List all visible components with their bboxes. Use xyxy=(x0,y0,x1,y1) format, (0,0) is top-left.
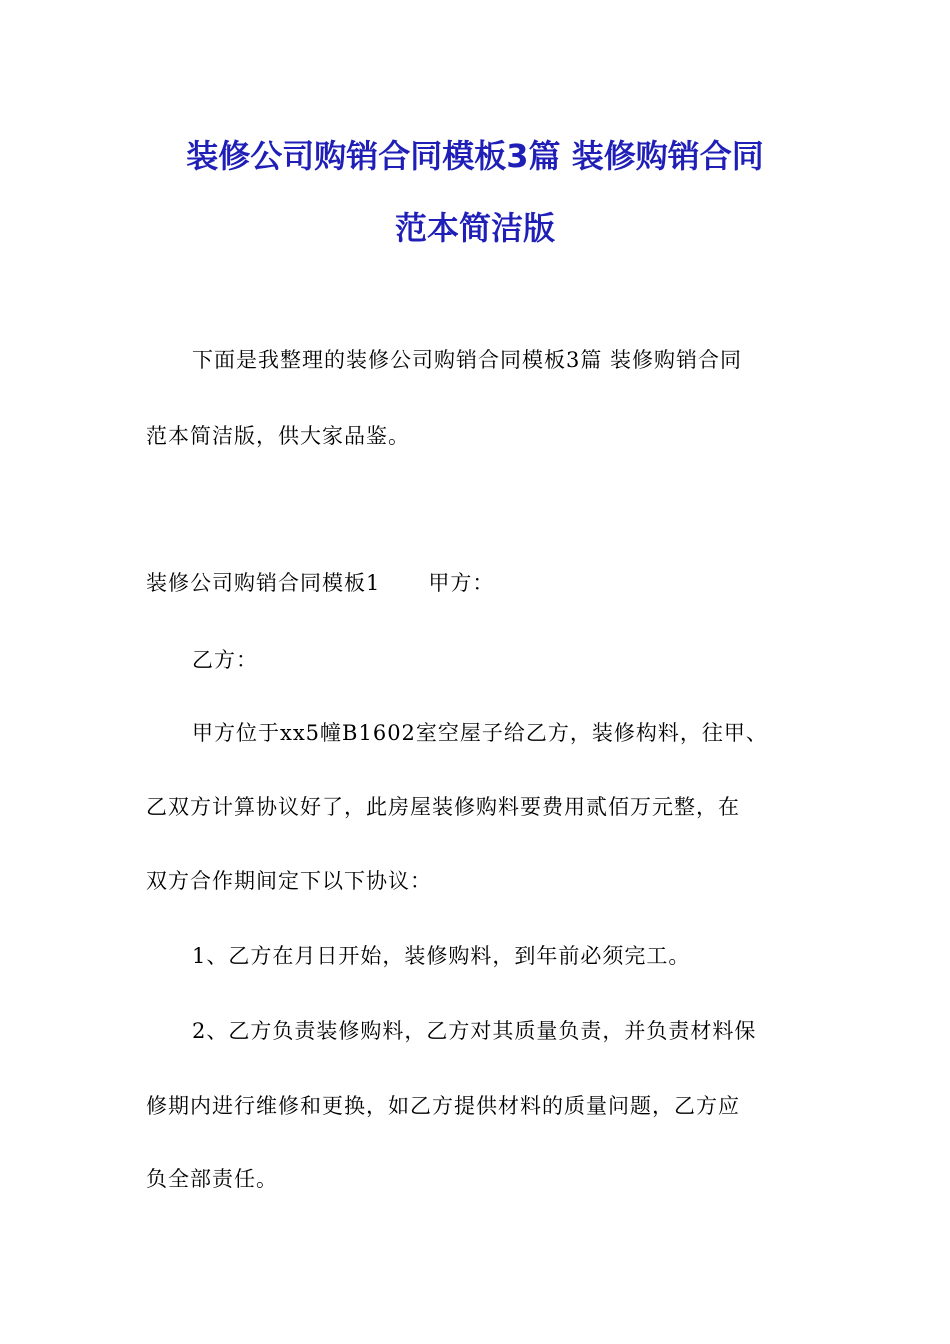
contract-heading-row xyxy=(146,568,494,598)
intro-line-2: 范本简洁版，供大家品鉴。 xyxy=(146,424,410,448)
paragraph-1-line-2: 乙双方计算协议好了，此房屋装修购料要费用贰佰万元整，在 xyxy=(146,795,740,819)
clause-2-line-3: 负全部责任。 xyxy=(146,1167,278,1191)
document-title-line-1: 装修公司购销合同模板3篇 装修购销合同 xyxy=(186,137,764,175)
contract-heading: 装修公司购销合同模板1 xyxy=(146,571,381,595)
clause-1: 1、乙方在月日开始，装修购料，到年前必须完工。 xyxy=(192,944,691,968)
clause-2-line-1: 2、乙方负责装修购料，乙方对其质量负责，并负责材料保 xyxy=(192,1019,757,1043)
intro-line-1: 下面是我整理的装修公司购销合同模板3篇 装修购销合同 xyxy=(192,348,743,372)
paragraph-1-line-3: 双方合作期间定下以下协议： xyxy=(146,869,432,893)
party-b-label: 乙方： xyxy=(192,648,258,672)
paragraph-1-line-1: 甲方位于xx5幢B1602室空屋子给乙方，装修构料，往甲、 xyxy=(192,721,768,745)
document-title-line-2: 范本简洁版 xyxy=(394,209,555,247)
party-a-label: 甲方： xyxy=(428,571,495,595)
clause-2-line-2: 修期内进行维修和更换，如乙方提供材料的质量问题，乙方应 xyxy=(146,1094,740,1118)
